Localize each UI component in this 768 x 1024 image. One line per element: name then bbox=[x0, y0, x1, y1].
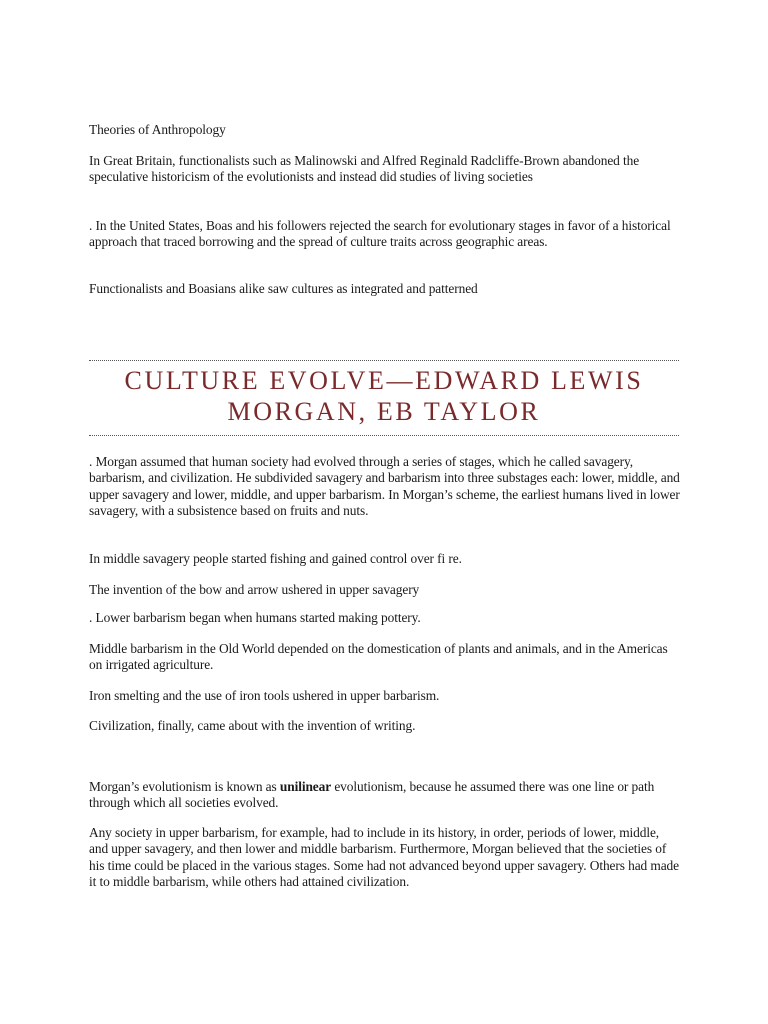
section-heading-block bbox=[89, 360, 679, 436]
paragraph-unilinear-text-end: evolutionism, because he assumed there was one line or path through which all societies evolved. bbox=[89, 779, 655, 811]
paragraph-integrated: Functionalists and Boasians alike saw cultures as integrated and patterned bbox=[89, 281, 478, 296]
document-title: Theories of Anthropology bbox=[89, 122, 226, 137]
section-heading: CULTURE EVOLVE—EDWARD LEWIS MORGAN, EB TAYLOR bbox=[124, 366, 644, 426]
paragraph-upper-barbarism: Iron smelting and the use of iron tools ushered in upper barbarism. bbox=[89, 688, 440, 703]
unilinear-term: unilinear bbox=[279, 779, 332, 794]
paragraph-morgan-stages: . Morgan assumed that human society had evolved through a series of stages, which he called savagery, barbarism, and civilization. He subdivided savagery and barbarism into three substages each: lower, middle, and upper savagery and lower, middle, and upper barbarism. In Morgan’s scheme, the earliest humans lived in lower savagery, with a subsistence based on fruits and nuts. bbox=[89, 454, 680, 519]
paragraph-unilinear-text-start: Morgan’s evolutionism is known as bbox=[89, 779, 280, 794]
paragraph-boas: . In the United States, Boas and his followers rejected the search for evolutionary stages in favor of a historical approach that traced borrowing and the spread of culture traits across geographic areas. bbox=[89, 218, 671, 250]
paragraph-lower-barbarism: . Lower barbarism began when humans started making pottery. bbox=[89, 610, 421, 625]
paragraph-middle-barbarism: Middle barbarism in the Old World depended on the domestication of plants and animals, and in the Americas on irrigated agriculture. bbox=[89, 641, 668, 673]
paragraph-upper-savagery: The invention of the bow and arrow ushered in upper savagery bbox=[89, 582, 420, 597]
paragraph-functionalists: In Great Britain, functionalists such as Malinowski and Alfred Reginald Radcliffe-Brown abandoned the speculative historicism of the evolutionists and instead did studies of living societies bbox=[89, 153, 640, 185]
paragraph-unilinear bbox=[89, 779, 681, 812]
paragraph-morgan-societies: Any society in upper barbarism, for example, had to include in its history, in order, periods of lower, middle, and upper savagery, and then lower and middle barbarism. Furthermore, Morgan believed that the societies of his time could be placed in the various stages. Some had not advanced beyond upper savagery. Others had made it to middle barbarism, while others had attained civilization. bbox=[89, 825, 679, 890]
paragraph-civilization: Civilization, finally, came about with the invention of writing. bbox=[89, 718, 416, 733]
paragraph-middle-savagery: In middle savagery people started fishing and gained control over fi re. bbox=[89, 551, 462, 566]
